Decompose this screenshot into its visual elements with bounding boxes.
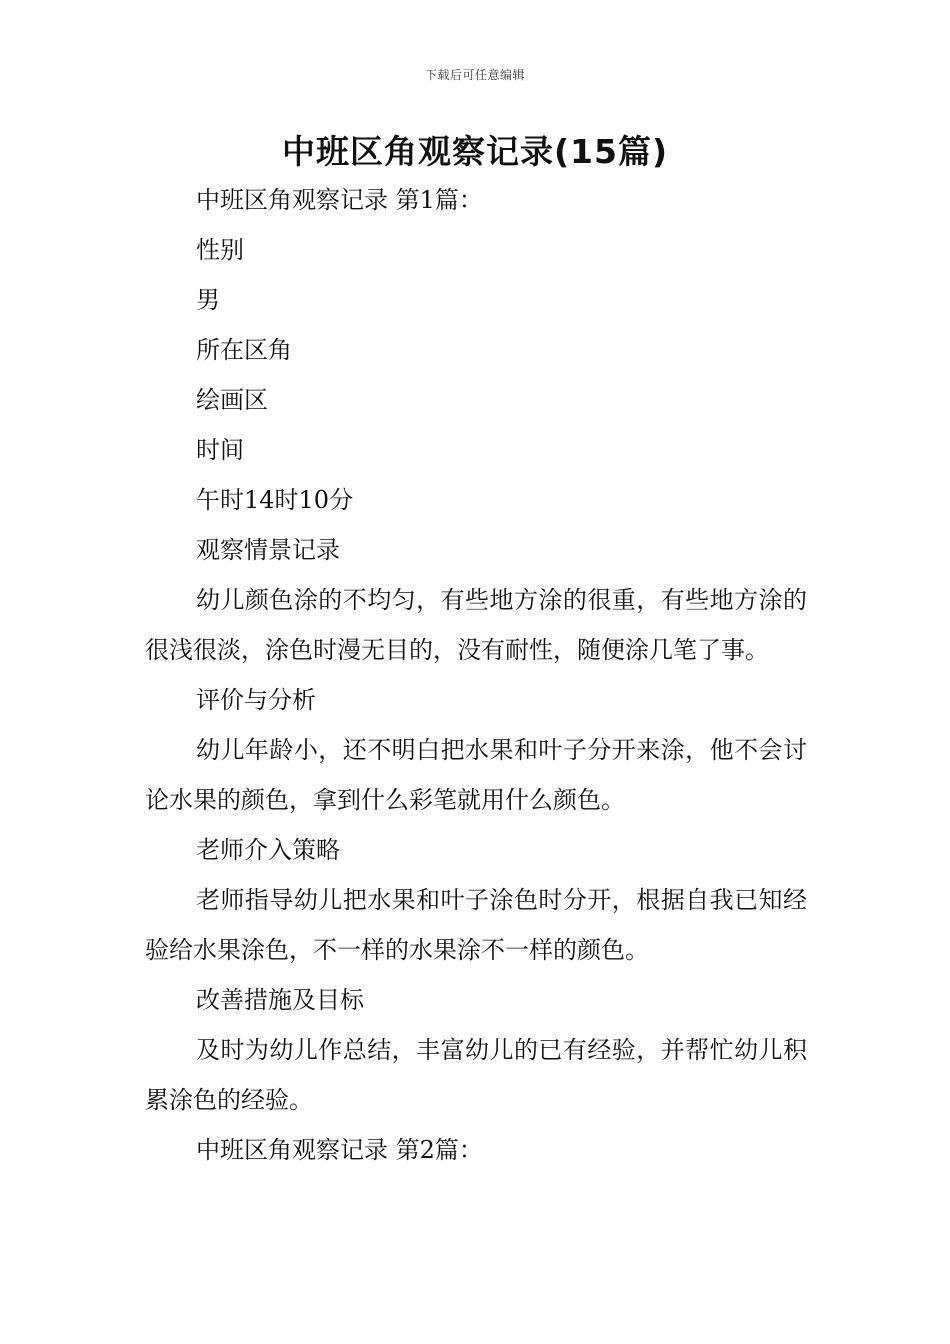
field-label-improvement: 改善措施及目标 (196, 986, 364, 1014)
field-value-time: 午时14时10分 (196, 486, 354, 514)
paragraph-strategy: 老师指导幼儿把水果和叶子涂色时分开，根据自我已知经验给水果涂色，不一样的水果涂不一样的颜色。 (145, 886, 807, 964)
paragraph-improvement: 及时为幼儿作总结，丰富幼儿的已有经验，并帮忙幼儿积累涂色的经验。 (145, 1036, 807, 1114)
field-label-strategy: 老师介入策略 (196, 836, 340, 864)
field-label-observation: 观察情景记录 (196, 536, 340, 564)
paragraph-evaluation: 幼儿年龄小，还不明白把水果和叶子分开来涂，他不会讨论水果的颜色，拿到什么彩笔就用什么颜色。 (145, 736, 807, 814)
section-heading-1: 中班区角观察记录 第1篇： (196, 186, 483, 214)
field-label-time: 时间 (196, 436, 244, 464)
section-heading-2: 中班区角观察记录 第2篇： (196, 1136, 483, 1164)
field-value-area: 绘画区 (196, 386, 268, 414)
field-label-area: 所在区角 (196, 336, 292, 364)
field-label-evaluation: 评价与分析 (196, 686, 316, 714)
header-note: 下载后可任意编辑 (424, 68, 525, 82)
document-title: 中班区角观察记录(15篇) (281, 132, 669, 171)
field-label-gender: 性别 (196, 236, 244, 264)
paragraph-observation: 幼儿颜色涂的不均匀，有些地方涂的很重，有些地方涂的很浅很淡，涂色时漫无目的，没有耐性，随便涂几笔了事。 (145, 586, 807, 664)
document-body (145, 175, 807, 1175)
field-value-gender: 男 (196, 286, 220, 314)
